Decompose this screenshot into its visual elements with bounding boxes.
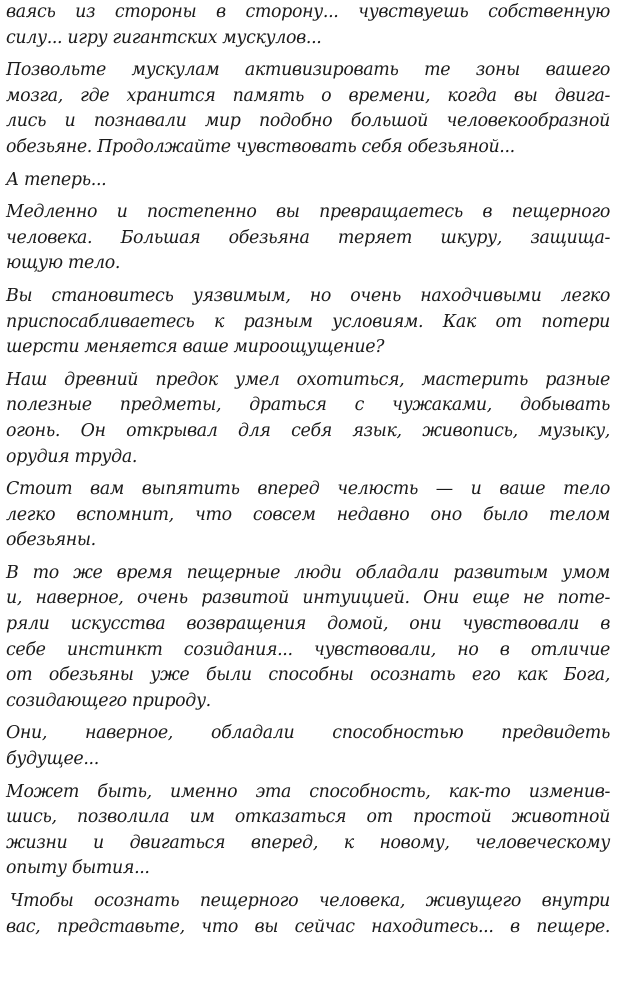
text-line: Медленно и постепенно вы превращаетесь в пещерного [6, 202, 610, 223]
text-line: опыту бытия... [6, 858, 150, 879]
paragraph-9 [6, 721, 610, 772]
text-line: В то же время пещерные люди обладали развитым умом [6, 562, 610, 583]
text-line: будущее... [6, 749, 99, 770]
text-line: шерсти меняется ваше мироощущение? [6, 337, 385, 358]
text-line: и, наверное, очень развитой интуицией. Они еще не поте- [6, 588, 610, 609]
paragraph-4 [6, 200, 610, 277]
paragraph-7 [6, 477, 610, 554]
text-line: мозга, где хранится память о времени, когда вы двига- [6, 85, 610, 106]
text-line: Наш древний предок умел охотиться, мастерить разные [6, 369, 610, 390]
text-line: обезьяне. Продолжайте чувствовать себя обезьяной... [6, 136, 515, 157]
text-line: созидающего природу. [6, 690, 211, 711]
text-line: А теперь... [6, 169, 107, 190]
text-line: ряли искусства возвращения домой, они чувствовали в [6, 614, 610, 635]
text-line: орудия труда. [6, 446, 138, 467]
paragraph-6 [6, 368, 610, 470]
text-line: человека. Большая обезьяна теряет шкуру, защища- [6, 227, 610, 248]
text-line: себе инстинкт созидания... чувствовали, но в отличие [6, 639, 610, 660]
text-line: шись, позволила им отказаться от простой животной [6, 807, 610, 828]
text-line: Вы становитесь уязвимым, но очень находчивыми легко [6, 285, 610, 306]
text-line: приспосабливаетесь к разным условиям. Как от потери [6, 311, 610, 332]
text-line: ваясь из стороны в сторону... чувствуешь собственную [6, 2, 610, 22]
text-line: Может быть, именно эта способность, как-то изменив- [6, 781, 610, 802]
paragraph-8 [6, 561, 610, 715]
text-line: легко вспомнит, что совсем недавно оно было телом [6, 504, 610, 525]
text-line: жизни и двигаться вперед, к новому, человеческому [6, 832, 610, 853]
paragraph-1 [6, 0, 610, 51]
text-line: вас, представьте, что вы сейчас находитесь... в пещере. [6, 916, 610, 937]
text-line: ющую тело. [6, 253, 120, 274]
text-line: Позвольте мускулам активизировать те зоны вашего [6, 60, 610, 81]
paragraph-10 [6, 780, 610, 882]
text-line: силу... игру гигантских мускулов... [6, 27, 322, 48]
text-line: лись и познавали мир подобно большой человекообразной [6, 111, 610, 132]
paragraph-11 [6, 889, 610, 940]
text-line: полезные предметы, драться с чужаками, добывать [6, 395, 610, 416]
text-line: огонь. Он открывал для себя язык, живопись, музыку, [6, 420, 610, 441]
text-line: Они, наверное, обладали способностью предвидеть [6, 723, 610, 744]
text-line: от обезьяны уже были способны осознать его как Бога, [6, 665, 610, 686]
text-line: Чтобы осознать пещерного человека, живущего внутри [10, 891, 610, 911]
text-line: обезьяны. [6, 530, 96, 551]
paragraph-3 [6, 168, 610, 194]
text-line: Стоит вам выпятить вперед челюсть — и ваше тело [6, 479, 610, 500]
paragraph-2 [6, 58, 610, 160]
paragraph-5 [6, 284, 610, 361]
